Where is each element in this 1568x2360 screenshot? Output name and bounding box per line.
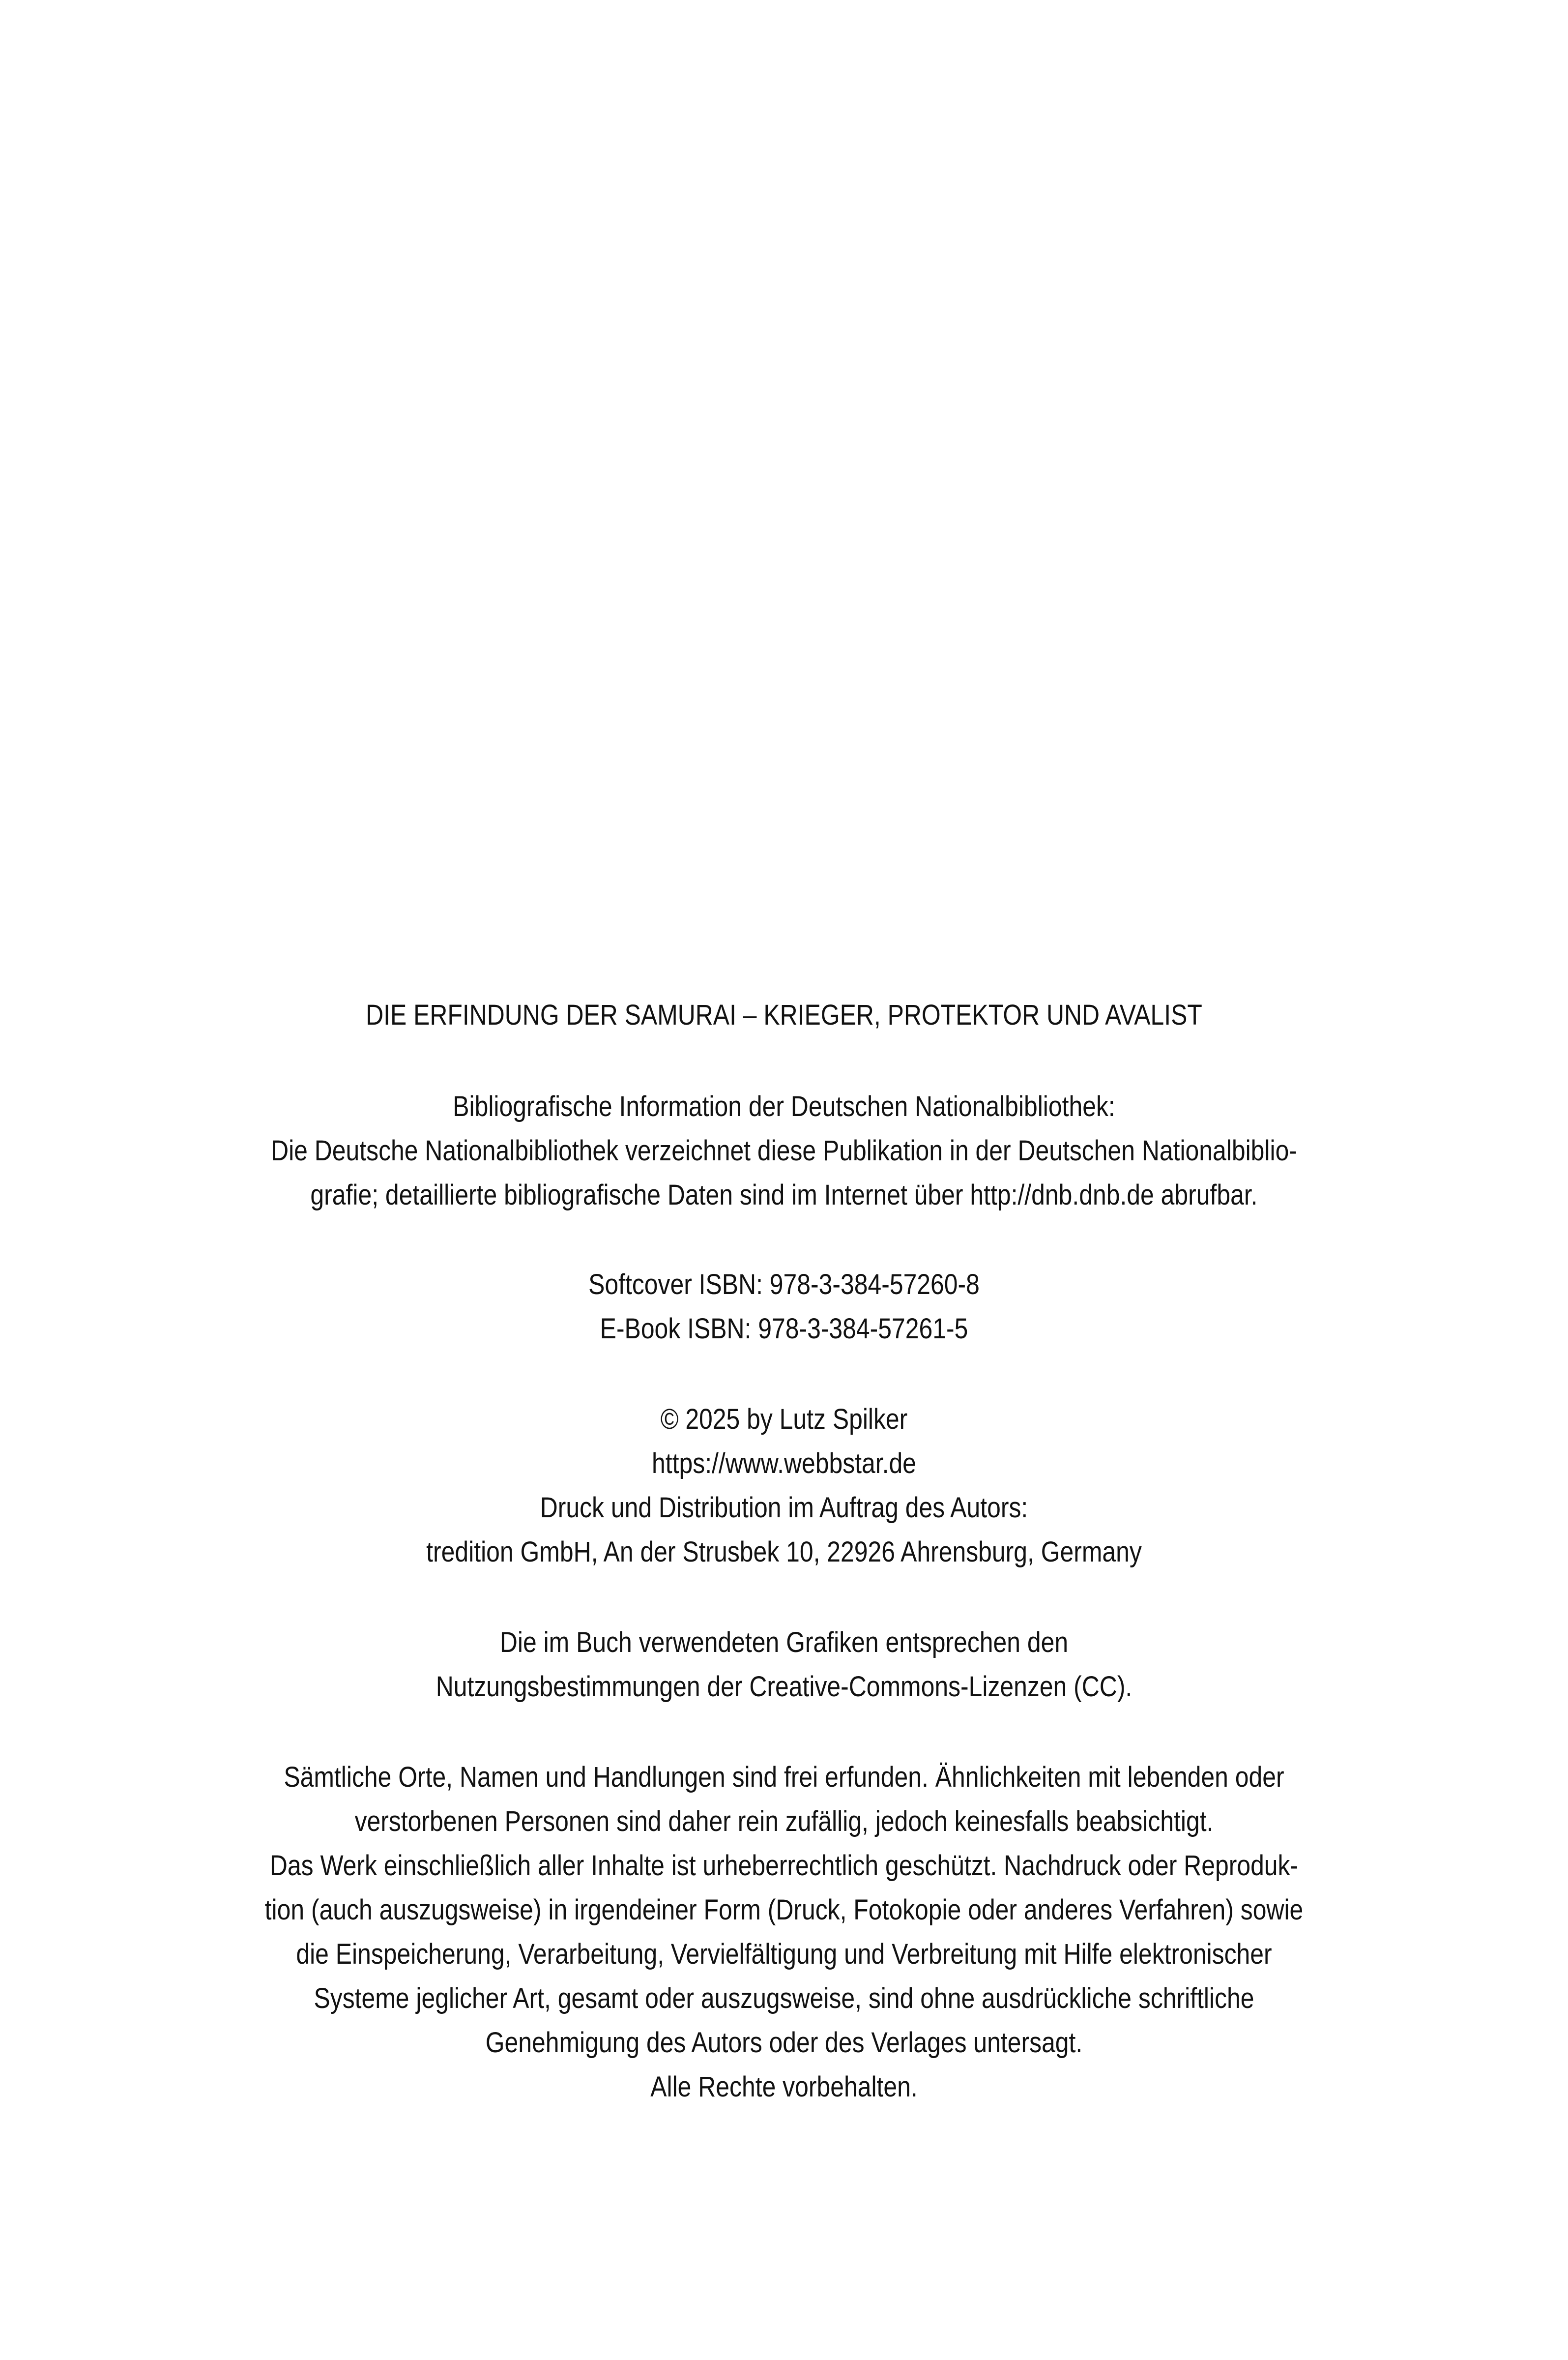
legal-notice-line-4: tion (auch auszugsweise) in irgendeiner Form (Druck, Fotokopie oder anderes Verfahren) sowie	[264, 1894, 1304, 1926]
book-title: DIE ERFINDUNG DER SAMURAI – KRIEGER, PROTEKTOR UND AVALIST	[366, 999, 1202, 1031]
all-rights-reserved: Alle Rechte vorbehalten.	[650, 2071, 918, 2103]
author-website: https://www.webbstar.de	[652, 1447, 916, 1479]
legal-notice-line-6: Systeme jeglicher Art, gesamt oder auszugsweise, sind ohne ausdrückliche schriftliche	[314, 1982, 1254, 2014]
legal-notice-line-7: Genehmigung des Autors oder des Verlages untersagt.	[485, 2027, 1083, 2059]
publisher-address: tredition GmbH, An der Strusbek 10, 22926 Ahrensburg, Germany	[426, 1536, 1142, 1568]
distribution-line: Druck und Distribution im Auftrag des Autors:	[540, 1492, 1028, 1524]
legal-notice-line-2: verstorbenen Personen sind daher rein zufällig, jedoch keinesfalls beabsichtigt.	[354, 1805, 1214, 1837]
ebook-isbn: E-Book ISBN: 978-3-384-57261-5	[600, 1313, 968, 1345]
legal-notice-line-3: Das Werk einschließlich aller Inhalte ist urheberrechtlich geschützt. Nachdruck oder Reproduk-	[269, 1850, 1299, 1882]
bibliographic-heading: Bibliografische Information der Deutschen Nationalbibliothek:	[453, 1091, 1115, 1122]
bibliographic-text-line-1: Die Deutsche Nationalbibliothek verzeichnet diese Publikation in der Deutschen Nationalbiblio-	[271, 1135, 1297, 1167]
legal-notice-line-5: die Einspeicherung, Verarbeitung, Vervielfältigung und Verbreitung mit Hilfe elektronischer	[296, 1938, 1272, 1970]
graphics-notice-line-1: Die im Buch verwendeten Grafiken entsprechen den	[499, 1626, 1069, 1658]
bibliographic-text-line-2: grafie; detaillierte bibliografische Daten sind im Internet über http://dnb.dnb.de abrufbar.	[310, 1179, 1258, 1211]
legal-notice-line-1: Sämtliche Orte, Namen und Handlungen sind frei erfunden. Ähnlichkeiten mit lebenden oder	[284, 1761, 1284, 1793]
graphics-notice-line-2: Nutzungsbestimmungen der Creative-Commons-Lizenzen (CC).	[436, 1671, 1132, 1703]
softcover-isbn: Softcover ISBN: 978-3-384-57260-8	[588, 1268, 980, 1300]
copyright-line: © 2025 by Lutz Spilker	[660, 1403, 908, 1435]
